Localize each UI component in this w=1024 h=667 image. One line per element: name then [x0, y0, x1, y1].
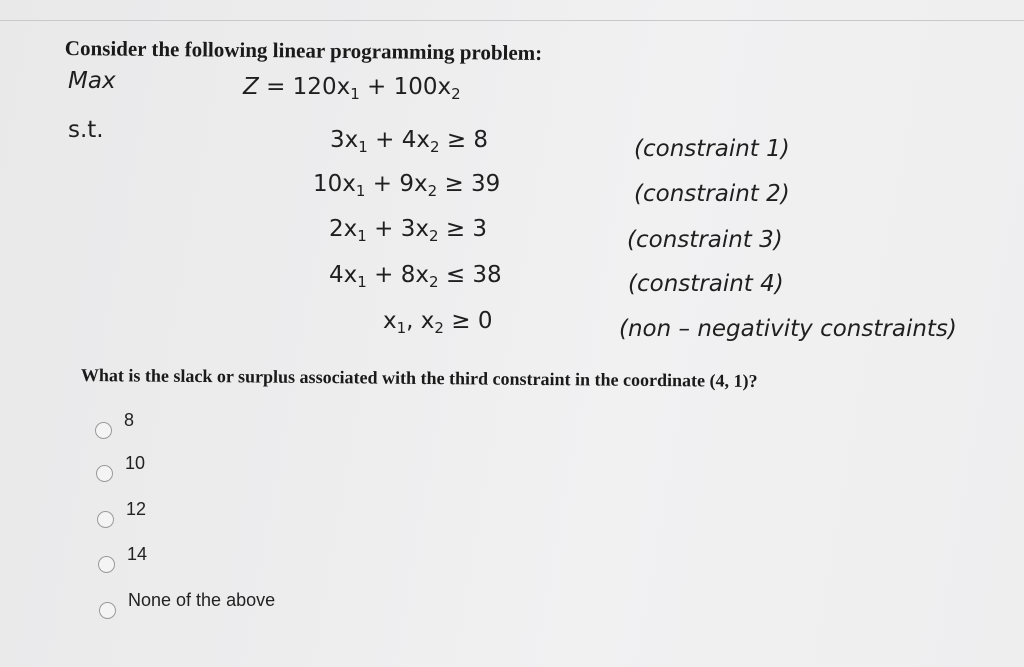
- constraint-1-note: (constraint 1): [634, 136, 790, 162]
- option-label[interactable]: 12: [126, 499, 147, 519]
- max-label: Max: [68, 68, 116, 94]
- answer-option-14[interactable]: [98, 544, 148, 575]
- answer-option-8[interactable]: [95, 410, 135, 441]
- objective-lhs: Z: [243, 74, 259, 100]
- objective-equals: =: [266, 74, 286, 100]
- term-a: 2x: [329, 216, 358, 242]
- option-label[interactable]: None of the above: [128, 590, 276, 610]
- constraint-3-expression: [329, 216, 487, 245]
- relation: ≥: [444, 171, 464, 197]
- constraint-4-note: (constraint 4): [628, 271, 784, 297]
- option-label[interactable]: 10: [125, 453, 146, 473]
- constraint-3-note: (constraint 3): [627, 227, 783, 253]
- radio-button[interactable]: [99, 602, 116, 619]
- relation: ≥: [451, 308, 471, 334]
- rhs: 38: [472, 262, 502, 288]
- term-a: 3x: [330, 127, 359, 153]
- constraint-4-expression: [329, 262, 502, 291]
- term-b-sub: 2: [428, 273, 439, 291]
- option-label[interactable]: 8: [124, 410, 135, 430]
- term-a-sub: 1: [358, 138, 368, 156]
- plus-sign: +: [374, 262, 394, 288]
- term-b-sub: 2: [427, 182, 438, 200]
- objective-term-2-sub: 2: [451, 85, 461, 103]
- option-label[interactable]: 14: [127, 544, 148, 564]
- relation: ≤: [445, 262, 466, 288]
- rhs: 3: [472, 216, 488, 242]
- comma: ,: [406, 308, 414, 334]
- term-a: 4x: [329, 262, 358, 288]
- var-b-sub: 2: [434, 319, 444, 337]
- radio-button[interactable]: [98, 556, 115, 573]
- objective-term-2: 100x: [393, 74, 452, 100]
- problem-heading: Consider the following linear programming problem:: [64, 36, 543, 65]
- question-text: What is the slack or surplus associated with the third constraint in the coordinate (4, 1)?: [80, 365, 758, 391]
- plus-sign: +: [375, 127, 395, 153]
- plus-sign: +: [372, 171, 393, 197]
- objective-term-1: 120x: [292, 74, 351, 100]
- objective-plus: +: [367, 74, 387, 100]
- term-b: 3x: [400, 216, 429, 242]
- subject-to-label: s.t.: [68, 117, 104, 143]
- answer-option-10[interactable]: [96, 453, 146, 484]
- plus-sign: +: [374, 216, 394, 242]
- radio-button[interactable]: [95, 422, 112, 439]
- term-a: 10x: [313, 171, 356, 197]
- nonnegativity-note: (non – negativity constraints): [619, 316, 957, 342]
- term-b: 9x: [399, 171, 428, 197]
- var-b: x: [420, 308, 435, 334]
- objective-term-1-sub: 1: [350, 85, 360, 103]
- rhs: 0: [477, 308, 493, 334]
- term-a-sub: 1: [355, 182, 366, 200]
- answer-option-12[interactable]: [97, 499, 147, 530]
- var-a: x: [383, 308, 397, 334]
- objective-function: [243, 74, 461, 103]
- term-b-sub: 2: [428, 227, 439, 245]
- term-b-sub: 2: [429, 138, 440, 156]
- var-a-sub: 1: [396, 319, 407, 337]
- rhs: 8: [473, 127, 489, 153]
- constraint-2-note: (constraint 2): [634, 181, 790, 207]
- rhs: 39: [471, 171, 501, 197]
- relation: ≥: [445, 216, 466, 242]
- nonnegativity-expression: [383, 308, 493, 337]
- term-a-sub: 1: [357, 227, 367, 245]
- answer-option-none[interactable]: [99, 590, 276, 621]
- radio-button[interactable]: [97, 511, 114, 528]
- relation: ≥: [446, 127, 467, 153]
- term-b: 4x: [401, 127, 430, 153]
- term-a-sub: 1: [357, 273, 367, 291]
- term-b: 8x: [400, 262, 429, 288]
- constraint-2-expression: [313, 171, 500, 200]
- divider: [0, 20, 1024, 21]
- constraint-1-expression: [330, 127, 488, 156]
- radio-button[interactable]: [96, 465, 113, 482]
